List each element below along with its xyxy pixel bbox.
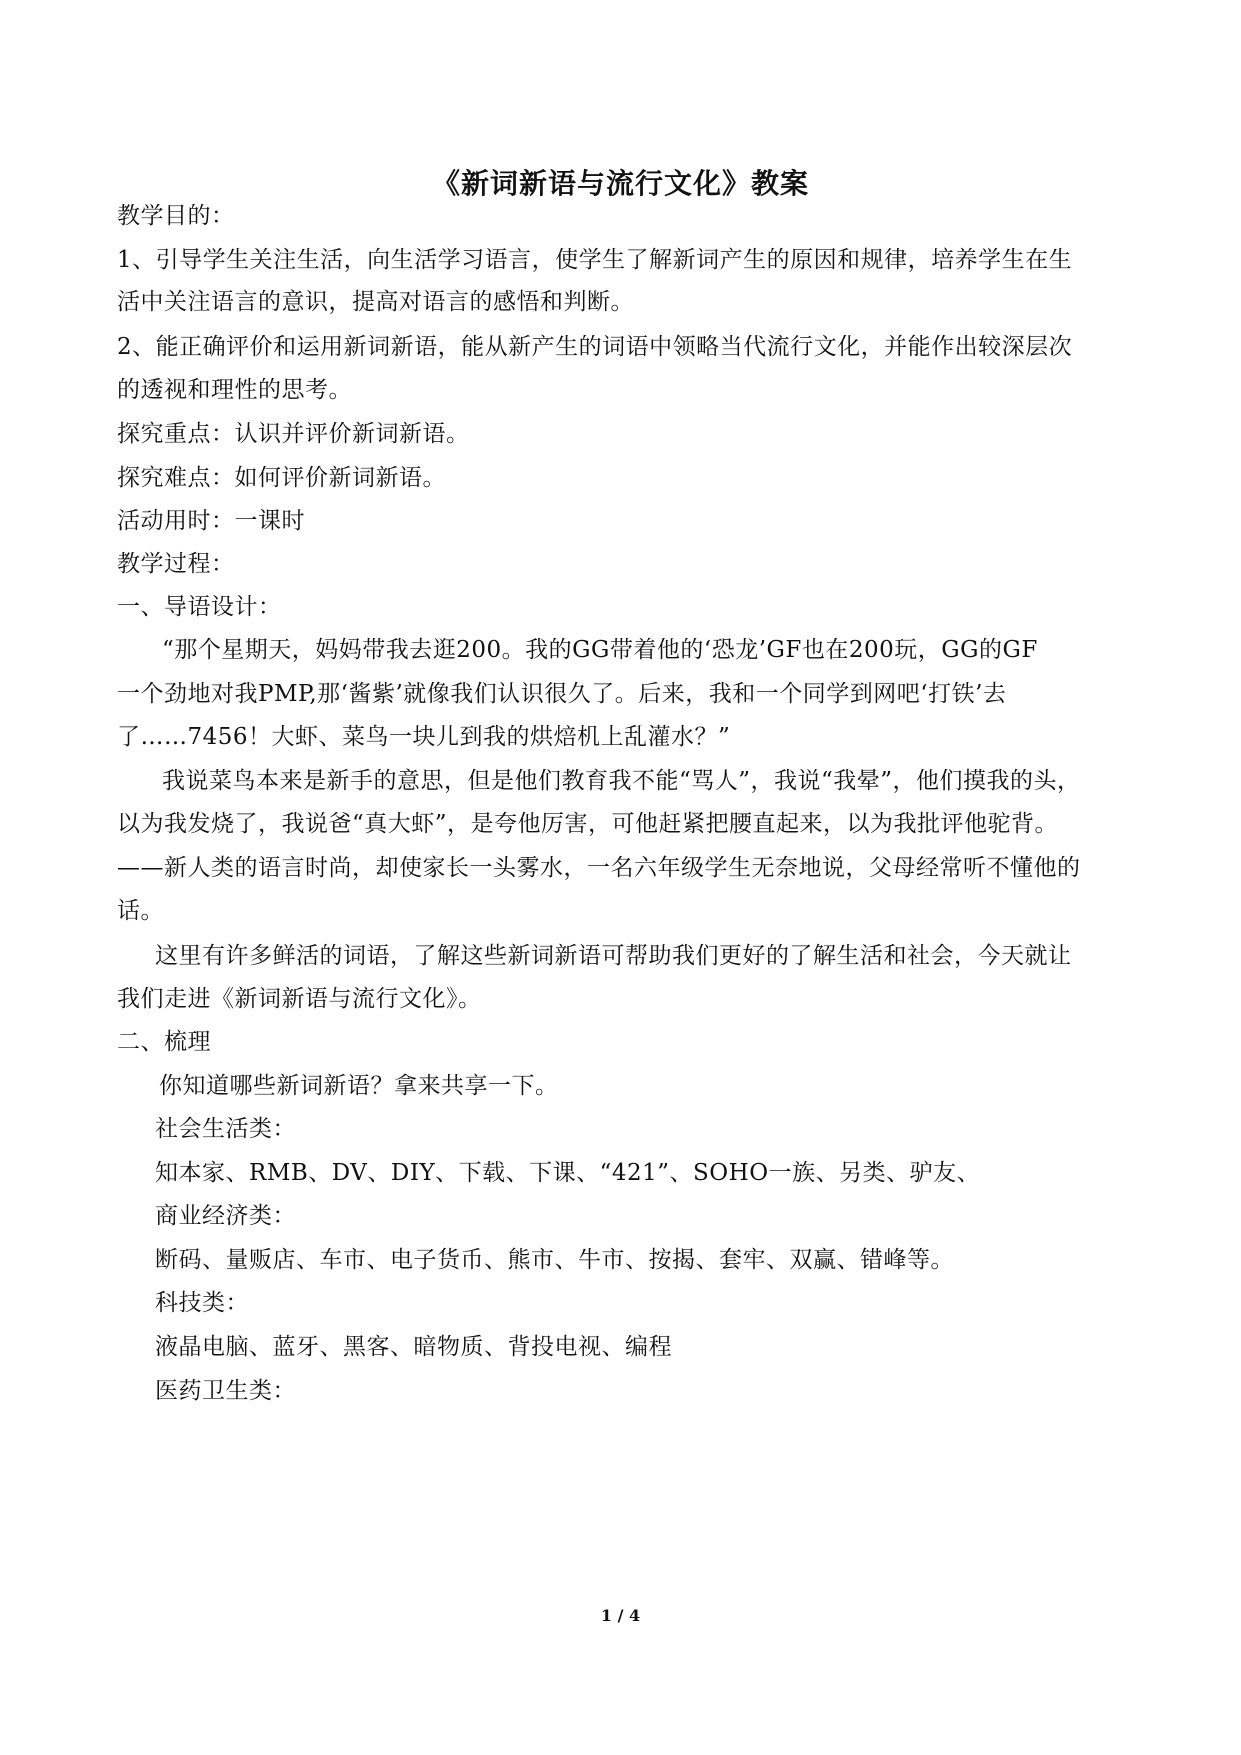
goal-1-line-2: 活中关注语言的意识，提高对语言的感悟和判断。 [117,289,634,315]
section-2-heading: 二、梳理 [117,1029,211,1055]
teaching-process-heading: 教学过程： [117,551,235,577]
page-number: 1 / 4 [600,1606,641,1625]
category-social-life: 社会生活类： [155,1116,296,1142]
category-business-economy: 商业经济类： [155,1203,296,1229]
teaching-goals-heading: 教学目的： [117,203,235,229]
goal-2-line-1: 2、能正确评价和运用新词新语，能从新产生的词语中领略当代流行文化，并能作出较深层次 [117,334,1073,360]
technology-words: 液晶电脑、蓝牙、黑客、暗物质、背投电视、编程 [155,1334,672,1360]
activity-duration: 活动用时：一课时 [117,508,305,534]
lead-in-line-2: 我们走进《新词新语与流行文化》。 [117,986,482,1012]
intro-paragraph-line-2: 以为我发烧了，我说爸“真大虾”，是夸他厉害，可他赶紧把腰直起来，以为我批评他驼背。 [117,811,1059,837]
intro-paragraph-line-3: ——新人类的语言时尚，却使家长一头雾水，一名六年级学生无奈地说，父母经常听不懂他的 [117,855,1081,881]
social-life-words: 知本家、RMB、DV、DIY、下载、下课、“421”、SOHO一族、另类、驴友、 [155,1160,981,1186]
sharing-prompt: 你知道哪些新词新语？拿来共享一下。 [159,1073,559,1099]
intro-quote-line-1: “那个星期天，妈妈带我去逛200。我的GG带着他的‘恐龙’GF也在200玩，GG的GF [162,637,1038,663]
lead-in-line-1: 这里有许多鲜活的词语，了解这些新词新语可帮助我们更好的了解生活和社会，今天就让 [155,943,1072,969]
category-medicine-health: 医药卫生类： [155,1378,296,1404]
goal-1-line-1: 1、引导学生关注生活，向生活学习语言，使学生了解新词产生的原因和规律，培养学生在生 [117,247,1073,273]
difficult-point: 探究难点：如何评价新词新语。 [117,465,446,491]
category-technology: 科技类： [155,1290,249,1316]
document-title: 《新词新语与流行文化》教案 [431,167,809,200]
goal-2-line-2: 的透视和理性的思考。 [117,377,352,403]
intro-quote-line-2: 一个劲地对我PMP,那‘酱紫’就像我们认识很久了。后来，我和一个同学到网吧‘打铁’去 [117,681,1007,707]
business-economy-words: 断码、量贩店、车市、电子货币、熊市、牛市、按揭、套牢、双赢、错峰等。 [155,1247,954,1273]
intro-paragraph-line-4: 话。 [117,898,164,924]
section-1-heading: 一、导语设计： [117,594,282,620]
intro-quote-line-3: 了……7456！大虾、菜鸟一块儿到我的烘焙机上乱灌水？” [117,724,731,750]
key-point: 探究重点：认识并评价新词新语。 [117,421,470,447]
intro-paragraph-line-1: 我说菜鸟本来是新手的意思，但是他们教育我不能“骂人”，我说“我晕”，他们摸我的头， [162,768,1081,794]
